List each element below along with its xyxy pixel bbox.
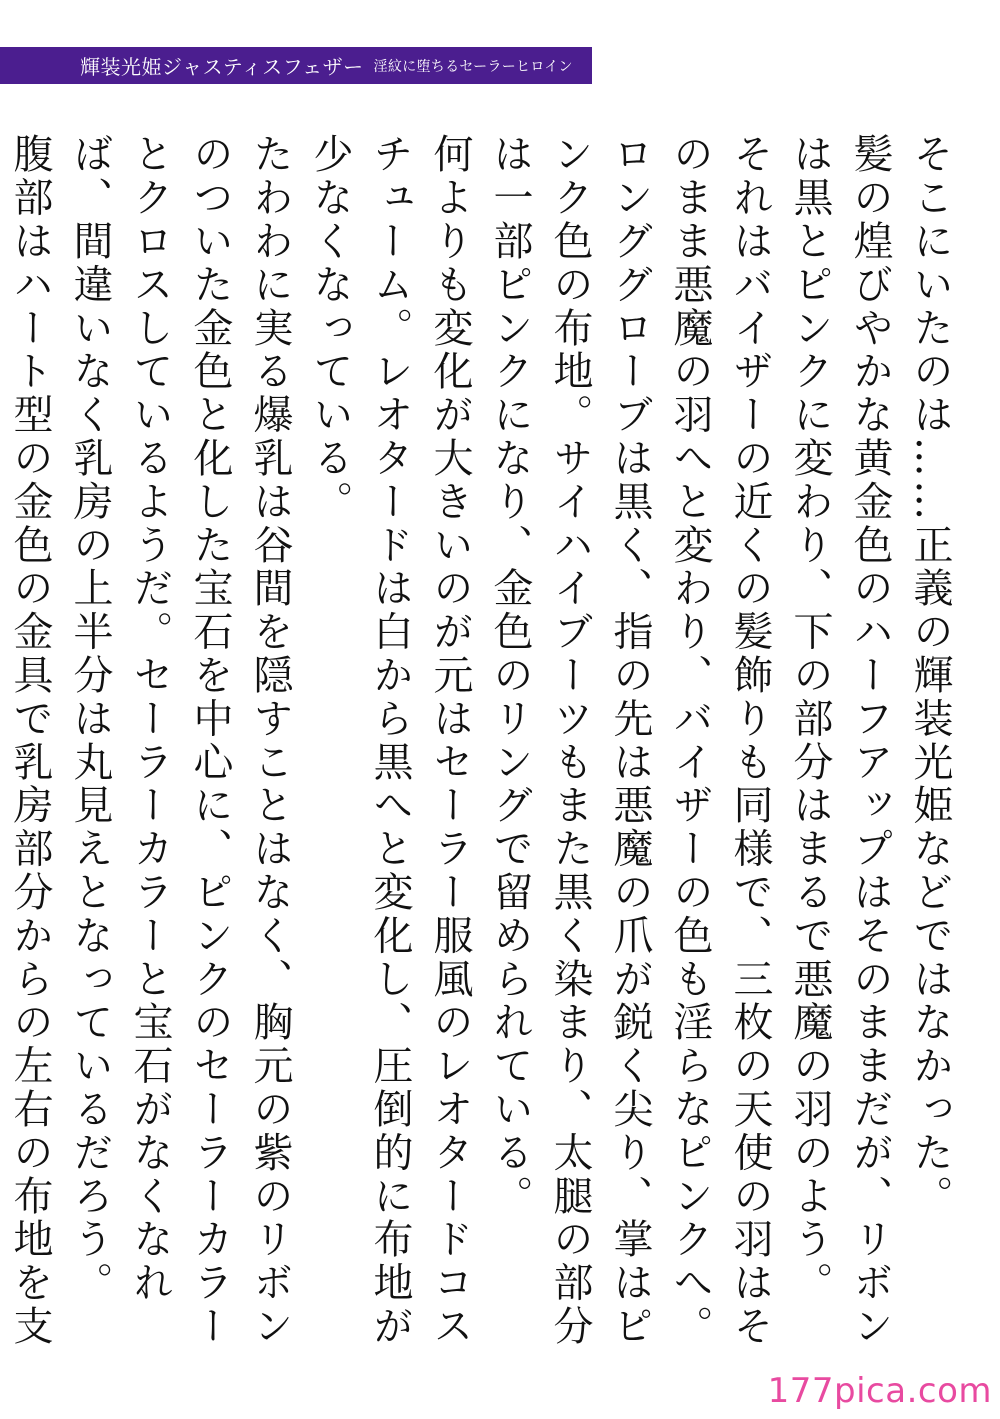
vertical-body-text (7, 133, 960, 1373)
book-subtitle: 淫紋に堕ちるセーラーヒロイン (373, 58, 573, 75)
paragraph: そこにいたのは……正義の輝装光姫などではなかった。 (907, 133, 953, 1218)
paragraph: ロンググローブは黒く、指の先は悪魔の爪が鋭く尖り、掌はピンク色の布地。サイハイブーツもまた黒く染まり、太腿の部分は一部ピンクになり、金色のリングで留められている。 (487, 133, 653, 1349)
site-watermark: 177pica.com (767, 1371, 992, 1411)
paragraph: 髪の煌びやかな黄金色のハーフアップはそのままだが、リボンは黒とピンクに変わり、下の部分はまるで悪魔の羽のよう。 (787, 133, 893, 1349)
paragraph: 何よりも変化が大きいのが元はセーラー服風のレオタードコスチューム。レオタードは白から黒へと変化し、圧倒的に布地が少なくなっている。 (307, 133, 473, 1349)
paragraph: それはバイザーの近くの髪飾りも同様で、三枚の天使の羽はそのまま悪魔の羽へと変わり、バイザーの色も淫らなピンクへ。 (667, 133, 773, 1349)
header-banner (0, 47, 592, 84)
book-title: 輝装光姫ジャスティスフェザー (80, 55, 364, 79)
paragraph: たわわに実る爆乳は谷間を隠すことはなく、胸元の紫のリボンのついた金色と化した宝石を中心に、ピンクのセーラーカラーとクロスしているようだ。セーラーカラーと宝石がなくなれば、間違いなく乳房の上半分は丸見えとなっているだろう。 (67, 133, 293, 1349)
paragraph: 腹部はハート型の金色の金具で乳房部分からの左右の布地を支 (7, 133, 53, 1349)
